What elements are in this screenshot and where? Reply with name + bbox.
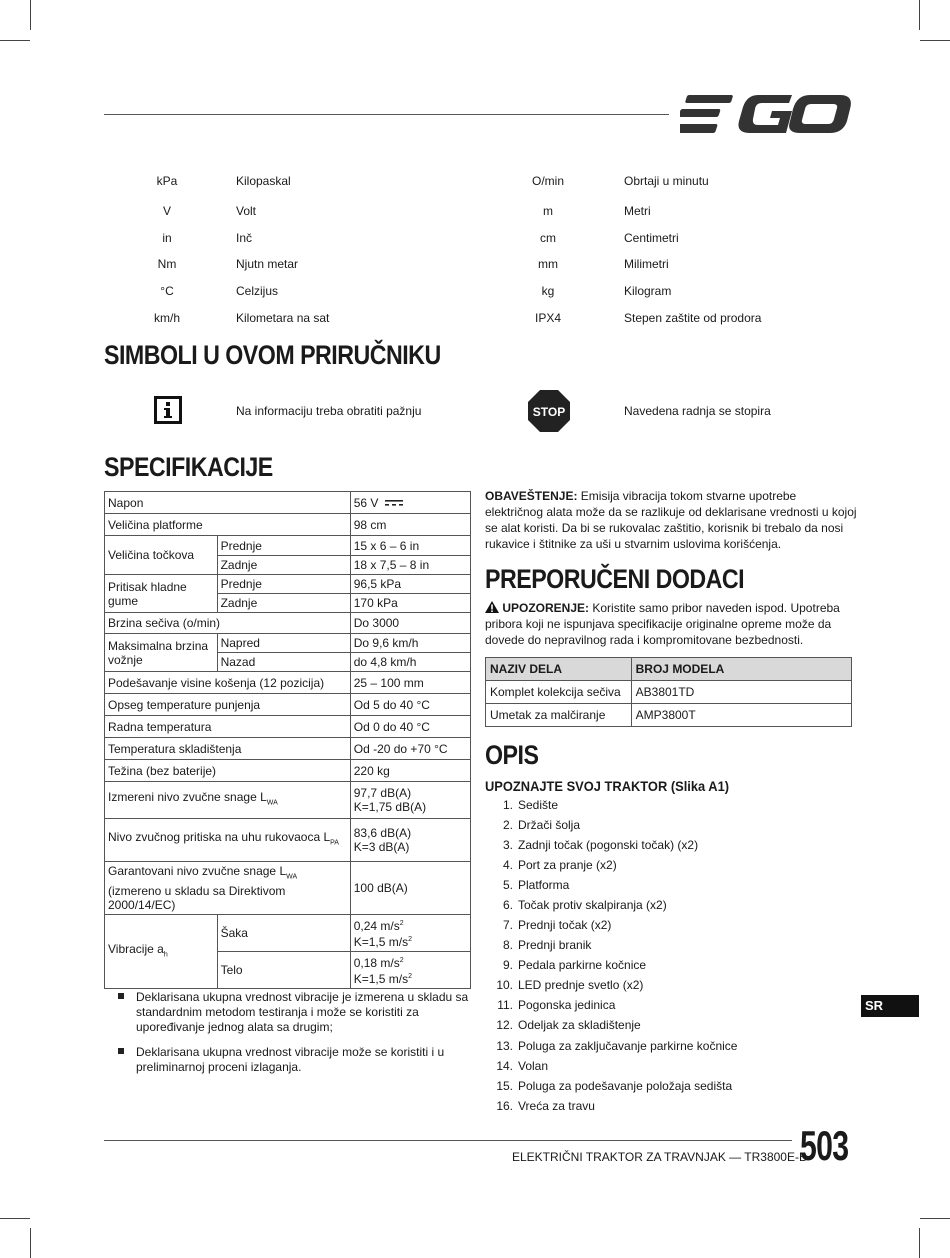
- list-number: 9.: [502, 958, 513, 972]
- list-number: 4.: [502, 858, 513, 872]
- table-row: [486, 704, 852, 727]
- sound-pressure-k: K=3 dB(A): [353, 840, 410, 854]
- list-item: [485, 1099, 845, 1117]
- list-text: Poluga za zaključavanje parkirne kočnice: [518, 1039, 738, 1053]
- unit-abbr: Nm: [157, 257, 177, 271]
- spec-value: [350, 492, 470, 514]
- list-item: [485, 858, 845, 876]
- language-tab: [861, 995, 919, 1017]
- sound-pressure-sub: PA: [330, 839, 339, 847]
- list-text: Odeljak za skladištenje: [518, 1018, 641, 1032]
- squared-sup: 2: [399, 957, 404, 965]
- warning-icon: [485, 601, 499, 613]
- list-text: Držači šolja: [518, 818, 581, 832]
- list-number: 15.: [496, 1079, 513, 1093]
- spec-value: [350, 819, 470, 862]
- list-text: Port za pranje (x2): [518, 858, 617, 872]
- list-number: 7.: [502, 918, 513, 932]
- list-number: 11.: [497, 998, 513, 1012]
- unit-name: Milimetri: [624, 257, 669, 271]
- unit-name: Njutn metar: [236, 257, 299, 271]
- spec-value: do 4,8 km/h: [350, 653, 470, 672]
- spec-value: Od -20 do +70 °C: [350, 738, 470, 760]
- vibration-sub: h: [163, 951, 168, 959]
- list-text: Zadnji točak (pogonski točak) (x2): [518, 838, 699, 852]
- symbols-heading: SIMBOLI U OVOM PRIRUČNIKU: [104, 340, 441, 370]
- list-text: Pedala parkirne kočnice: [518, 958, 647, 972]
- unit-name: Metri: [624, 204, 651, 218]
- list-number: 13.: [496, 1039, 513, 1053]
- spec-value: 25 – 100 mm: [350, 672, 470, 694]
- squared-sup: 2: [408, 936, 412, 944]
- model-number: AB3801TD: [631, 681, 851, 704]
- list-number: 8.: [502, 938, 513, 952]
- unit-row: [104, 284, 852, 304]
- spec-value: 15 x 6 – 6 in: [350, 536, 470, 556]
- bullet-item: [104, 1045, 474, 1075]
- spec-table: [104, 491, 471, 989]
- spec-sublabel: Prednje: [217, 575, 350, 594]
- accessories-table: [485, 657, 852, 727]
- part-name: Komplet kolekcija sečiva: [486, 681, 632, 704]
- dc-current-icon: [385, 499, 403, 507]
- spec-label: Temperatura skladištenja: [105, 738, 351, 760]
- stop-text: Navedena radnja se stopira: [624, 404, 771, 418]
- column-header: BROJ MODELA: [631, 658, 851, 681]
- list-text: Prednji branik: [518, 938, 592, 952]
- body-vibration-value: 0,18 m/s: [353, 956, 400, 971]
- unit-abbr: O/min: [531, 174, 564, 188]
- sound-power-sub: WA: [266, 799, 278, 807]
- sound-power-label: Izmereni nivo zvučne snage L: [108, 789, 267, 804]
- list-number: 12.: [496, 1018, 513, 1032]
- bullet-item: [104, 990, 474, 1035]
- list-item: [485, 898, 845, 916]
- spec-value: 220 kg: [350, 760, 470, 782]
- list-text: Platforma: [518, 878, 570, 892]
- sound-power-value: 97,7 dB(A): [353, 786, 412, 800]
- unit-name: Kilopaskal: [236, 174, 291, 188]
- spec-row: [105, 613, 471, 634]
- warning-label: UPOZORENJE:: [502, 601, 590, 615]
- spec-value: [350, 782, 470, 819]
- list-text: Sedište: [518, 798, 559, 812]
- squared-sup: 2: [399, 920, 404, 928]
- spec-label: Veličina točkova: [105, 536, 218, 575]
- spec-row: [105, 915, 471, 952]
- unit-abbr: cm: [540, 231, 556, 245]
- unit-name: Obrtaji u minutu: [624, 174, 709, 188]
- list-number: 1.: [502, 798, 513, 812]
- spec-row: [105, 862, 471, 915]
- list-number: 6.: [502, 898, 513, 912]
- spec-label: Radna temperatura: [105, 716, 351, 738]
- header-rule: [104, 114, 669, 115]
- list-item: [485, 978, 845, 996]
- spec-label: Težina (bez baterije): [105, 760, 351, 782]
- unit-row: [104, 311, 852, 331]
- unit-row: [104, 257, 852, 277]
- spec-value: 100 dB(A): [350, 862, 470, 915]
- stop-icon: [527, 389, 571, 433]
- spec-value: [350, 952, 470, 989]
- spec-row: [105, 536, 471, 556]
- list-number: 5.: [502, 878, 513, 892]
- list-number: 3.: [502, 838, 513, 852]
- spec-value: 170 kPa: [350, 594, 470, 613]
- spec-row: [105, 782, 471, 819]
- accessories-heading: PREPORUČENI DODACI: [485, 564, 745, 594]
- list-item: [485, 958, 845, 976]
- spec-label: Podešavanje visine košenja (12 pozicija): [105, 672, 351, 694]
- squared-sup: 2: [408, 973, 412, 981]
- sound-pressure-label: Nivo zvučnog pritiska na uhu rukovaoca L: [108, 829, 331, 844]
- spec-label: Opseg temperature punjenja: [105, 694, 351, 716]
- warning-paragraph: [485, 600, 857, 648]
- list-item: [485, 1039, 845, 1057]
- list-item: [485, 998, 845, 1016]
- sound-pressure-value: 83,6 dB(A): [353, 826, 412, 840]
- hand-vibration-k: K=1,5 m/s: [353, 935, 409, 950]
- stop-label: STOP: [532, 405, 566, 419]
- spec-label: [105, 915, 218, 989]
- list-item: [485, 938, 845, 956]
- notice-label: OBAVEŠTENJE:: [485, 489, 578, 503]
- spec-sublabel: Telo: [217, 952, 350, 989]
- unit-name: Centimetri: [624, 231, 679, 245]
- spec-row: [105, 694, 471, 716]
- spec-sublabel: Zadnje: [217, 556, 350, 575]
- unit-abbr: kg: [541, 284, 555, 298]
- list-item: [485, 838, 845, 856]
- hand-vibration-value: 0,24 m/s: [353, 919, 400, 934]
- guaranteed-directive: (izmereno u skladu sa Direktivom 2000/14/EC): [108, 884, 286, 913]
- spec-heading: SPECIFIKACIJE: [104, 452, 273, 482]
- unit-abbr: V: [162, 204, 171, 218]
- list-text: Volan: [518, 1059, 549, 1073]
- bullet-text: Deklarisana ukupna vrednost vibracije je izmerena u skladu sa standardnim metodom testiranja i može se koristiti za upoređivanje jednog alata sa drugim;: [136, 990, 469, 1034]
- unit-name: Inč: [236, 231, 253, 245]
- spec-label: Brzina sečiva (o/min): [105, 613, 351, 634]
- spec-row: [105, 738, 471, 760]
- list-text: Poluga za podešavanje položaja sedišta: [518, 1079, 733, 1093]
- ego-logo: [680, 93, 852, 135]
- list-item: [485, 798, 845, 816]
- notice-paragraph: [485, 488, 857, 552]
- spec-sublabel: Napred: [217, 634, 350, 653]
- spec-label: [105, 819, 351, 862]
- spec-row: [105, 634, 471, 653]
- table-header-row: [486, 658, 852, 681]
- unit-name: Stepen zaštite od prodora: [624, 311, 762, 325]
- notice-text: Emisija vibracija tokom stvarne upotrebe električnog alata može da se razlikuje od deklarisane vrednosti u kojoj se alat koristi. Da bi se rukovalac zaštitio, korisnik bi trebalo da nosi rukavice i štitnike za uši u stvarnim uslovima korišćenja.: [485, 489, 857, 551]
- spec-sublabel: Prednje: [217, 536, 350, 556]
- spec-row: [105, 716, 471, 738]
- spec-value: 98 cm: [350, 514, 470, 536]
- bullet-text: Deklarisana ukupna vrednost vibracije može se koristiti i u preliminarnoj proceni izlaganja.: [136, 1045, 445, 1074]
- model-number: AMP3800T: [631, 704, 851, 727]
- spec-value: Od 0 do 40 °C: [350, 716, 470, 738]
- spec-label: Napon: [105, 492, 351, 514]
- spec-row: [105, 819, 471, 862]
- list-text: Vreća za travu: [518, 1099, 595, 1113]
- part-name: Umetak za malčiranje: [486, 704, 632, 727]
- spec-row: [105, 760, 471, 782]
- list-item: [485, 1018, 845, 1036]
- unit-name: Celzijus: [236, 284, 279, 298]
- page-number: 503: [800, 1122, 849, 1169]
- list-item: [485, 1059, 845, 1077]
- guaranteed-sub: WA: [286, 873, 298, 881]
- list-item: [485, 918, 845, 936]
- list-number: 16.: [496, 1099, 513, 1113]
- bullet-square-icon: [118, 1048, 124, 1054]
- list-number: 10.: [496, 978, 513, 992]
- warning-text: Koristite samo pribor naveden ispod. Upotreba pribora koji ne ispunjava specifikacije originalne opreme može da dovede do nepravilnog rada i kompromitovane bezbednosti.: [485, 601, 840, 647]
- footer-title: ELEKTRIČNI TRAKTOR ZA TRAVNJAK — TR3800E-B: [512, 1150, 807, 1164]
- unit-name: Kilometara na sat: [236, 311, 330, 325]
- list-number: 2.: [502, 818, 513, 832]
- unit-name: Kilogram: [624, 284, 672, 298]
- body-vibration-k: K=1,5 m/s: [353, 972, 409, 987]
- column-header: NAZIV DELA: [486, 658, 632, 681]
- list-text: LED prednje svetlo (x2): [518, 978, 644, 992]
- spec-row: [105, 575, 471, 594]
- spec-label: [105, 862, 351, 915]
- list-number: 14.: [496, 1059, 513, 1073]
- spec-label: [105, 782, 351, 819]
- spec-label: Maksimalna brzina vožnje: [105, 634, 218, 672]
- spec-value: Do 9,6 km/h: [350, 634, 470, 653]
- unit-abbr: m: [543, 204, 553, 218]
- list-text: Točak protiv skalpiranja (x2): [518, 898, 667, 912]
- list-text: Pogonska jedinica: [518, 998, 616, 1012]
- spec-row: [105, 672, 471, 694]
- info-text: Na informaciju treba obratiti pažnju: [236, 404, 422, 418]
- spec-row: [105, 514, 471, 536]
- footer-rule: [104, 1140, 792, 1141]
- description-subheading: UPOZNAJTE SVOJ TRAKTOR (Slika A1): [485, 778, 730, 794]
- unit-name: Volt: [236, 204, 257, 218]
- unit-abbr: kPa: [156, 174, 178, 188]
- spec-value: Od 5 do 40 °C: [350, 694, 470, 716]
- unit-row: [104, 174, 852, 194]
- list-text: Prednji točak (x2): [518, 918, 612, 932]
- sound-power-k: K=1,75 dB(A): [353, 800, 427, 814]
- spec-value: 18 x 7,5 – 8 in: [350, 556, 470, 575]
- unit-abbr: in: [162, 231, 172, 245]
- unit-row: [104, 231, 852, 251]
- voltage-value: 56 V: [353, 495, 379, 510]
- description-heading: OPIS: [485, 740, 539, 770]
- spec-sublabel: Šaka: [217, 915, 350, 952]
- spec-value: [350, 915, 470, 952]
- info-icon: [154, 396, 182, 424]
- unit-abbr: km/h: [153, 311, 180, 325]
- list-item: [485, 1079, 845, 1097]
- bullet-square-icon: [118, 993, 124, 999]
- unit-abbr: °C: [160, 284, 174, 298]
- unit-abbr: mm: [538, 257, 558, 271]
- unit-abbr: IPX4: [534, 311, 561, 325]
- list-item: [485, 878, 845, 896]
- vibration-label: Vibracije a: [108, 941, 164, 956]
- table-row: [486, 681, 852, 704]
- spec-value: Do 3000: [350, 613, 470, 634]
- list-item: [485, 818, 845, 836]
- spec-value: 96,5 kPa: [350, 575, 470, 594]
- guaranteed-label: Garantovani nivo zvučne snage L: [108, 864, 287, 878]
- spec-sublabel: Nazad: [217, 653, 350, 672]
- language-tab-label: SR: [865, 998, 884, 1013]
- spec-label: Pritisak hladne gume: [105, 575, 218, 613]
- spec-row: [105, 492, 471, 514]
- unit-row: [104, 204, 852, 224]
- spec-label: Veličina platforme: [105, 514, 351, 536]
- spec-sublabel: Zadnje: [217, 594, 350, 613]
